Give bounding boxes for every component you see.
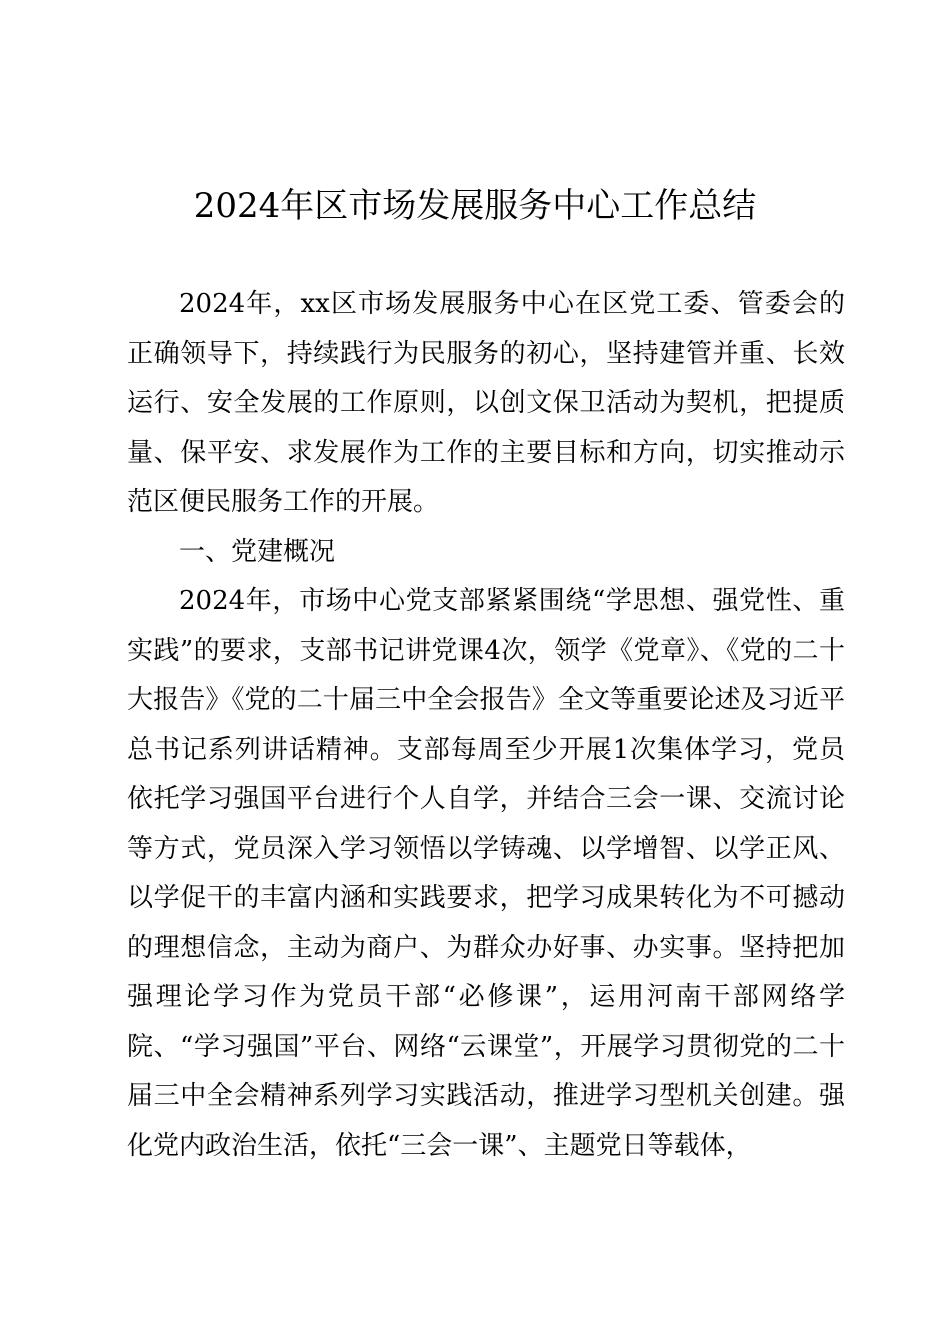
section-heading-party-building: 一、党建概况 bbox=[179, 536, 336, 567]
document-body bbox=[127, 280, 845, 1171]
intro-paragraph: 2024年，xx区市场发展服务中心在区党工委、管委会的正确领导下，持续践行为民服务的初心，坚持建管并重、长效运行、安全发展的工作原则，以创文保卫活动为契机，把提质量、保平安、求发展作为工作的主要目标和方向，切实推动示范区便民服务工作的开展。 bbox=[127, 289, 845, 517]
document-title: 2024年区市场发展服务中心工作总结 bbox=[193, 186, 757, 226]
section-paragraph-party-building: 2024年，市场中心党支部紧紧围绕“学思想、强党性、重实践”的要求，支部书记讲党课4次，领学《党章》、《党的二十大报告》《党的二十届三中全会报告》全文等重要论述及习近平总书记系列讲话精神。支部每周至少开展1次集体学习，党员依托学习强国平台进行个人自学，并结合三会一课、交流讨论等方式，党员深入学习领悟以学铸魂、以学增智、以学正风、以学促干的丰富内涵和实践要求，把学习成果转化为不可撼动的理想信念，主动为商户、为群众办好事、办实事。坚持把加强理论学习作为党员干部“必修课”，运用河南干部网络学院、“学习强国”平台、网络“云课堂”，开展学习贯彻党的二十届三中全会精神系列学习实践活动，推进学习型机关创建。强化党内政治生活，依托“三会一课”、主题党日等载体， bbox=[127, 586, 845, 1161]
